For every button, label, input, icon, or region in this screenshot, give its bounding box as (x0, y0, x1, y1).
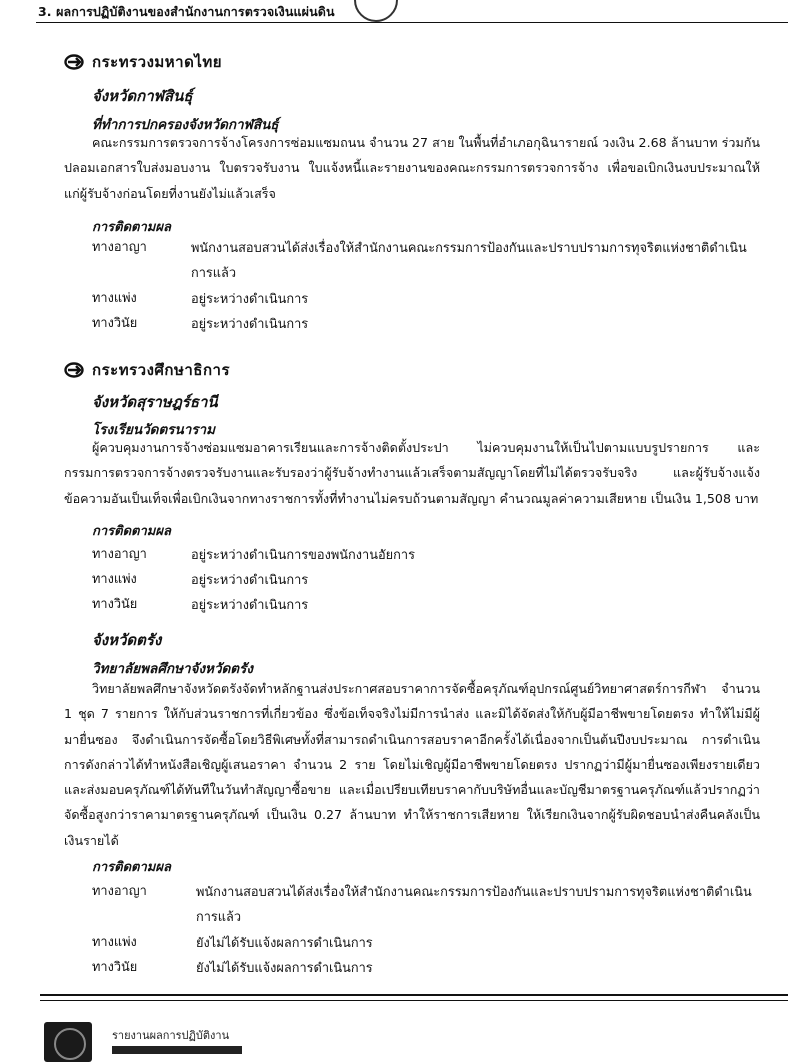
follow-value: ยังไม่ได้รับแจ้งผลการดำเนินการ (196, 936, 373, 951)
arrow-right-circle-icon (64, 54, 84, 70)
follow-value: อยู่ระหว่างดำเนินการของพนักงานอัยการ (191, 548, 415, 563)
section-heading-ministry-interior (64, 50, 222, 74)
follow-value: อยู่ระหว่างดำเนินการ (191, 317, 309, 332)
follow-label: ทางวินัย (92, 960, 138, 975)
agency-title: วิทยาลัยพลศึกษาจังหวัดตรัง (92, 661, 253, 677)
follow-label: ทางแพ่ง (92, 291, 137, 306)
follow-label: ทางแพ่ง (92, 572, 137, 587)
follow-label: ทางอาญา (92, 547, 147, 562)
follow-value: อยู่ระหว่างดำเนินการ (191, 598, 309, 613)
arrow-right-circle-icon (64, 362, 84, 378)
header-divider (36, 22, 788, 23)
follow-up-title: การติดตามผล (92, 524, 171, 539)
agency-title: ที่ทำการปกครองจังหวัดกาฬสินธุ์ (92, 117, 279, 133)
province-title: จังหวัดตรัง (92, 631, 162, 649)
ministry-title: กระทรวงศึกษาธิการ (92, 361, 231, 379)
province-title: จังหวัดกาฬสินธุ์ (92, 87, 193, 105)
follow-label: ทางวินัย (92, 316, 138, 331)
agency-title: โรงเรียนวัดตรนาราม (92, 422, 216, 438)
follow-value: อยู่ระหว่างดำเนินการ (191, 573, 309, 588)
follow-up-title: การติดตามผล (92, 220, 171, 235)
footer-subtitle-obscured (112, 1046, 242, 1054)
follow-label: ทางอาญา (92, 884, 147, 899)
follow-value: พนักงานสอบสวนได้ส่งเรื่องให้สำนักงานคณะกรรมการป้องกันและปราบปรามการทุจริตแห่งชาติดำเนินการแล้ว (196, 885, 752, 925)
follow-value: พนักงานสอบสวนได้ส่งเรื่องให้สำนักงานคณะกรรมการป้องกันและปราบปรามการทุจริตแห่งชาติดำเนินการแล้ว (191, 241, 747, 281)
follow-value: ยังไม่ได้รับแจ้งผลการดำเนินการ (196, 961, 373, 976)
ministry-title: กระทรวงมหาดไทย (92, 53, 223, 71)
finding-paragraph: คณะกรรมการตรวจการจ้างโครงการซ่อมแซมถนน จำนวน 27 สาย ในพื้นที่อำเภอกุฉินารายณ์ วงเงิน 2.68 ล้านบาท ร่วมกันปลอมเอกสารใบส่งมอบงาน ใบตรวจรับงาน ใบแจ้งหนี้และรายงานของคณะกรรมการตรวจการจ้าง เพื่อขอเบิกเงินงบประมาณให้แก่ผู้รับจ้างก่อนโดยที่งานยังไม่แล้วเสร็จ (64, 135, 760, 201)
province-title: จังหวัดสุราษฎร์ธานี (92, 393, 218, 411)
footer-report-title: รายงานผลการปฏิบัติงาน (112, 1029, 230, 1042)
follow-up-title: การติดตามผล (92, 860, 171, 875)
follow-label: ทางวินัย (92, 597, 138, 612)
section-heading-ministry-education (64, 358, 230, 382)
follow-value: อยู่ระหว่างดำเนินการ (191, 292, 309, 307)
emblem-icon (44, 1022, 92, 1062)
footer-divider-thin (40, 1000, 788, 1001)
page-header-title: 3. ผลการปฏิบัติงานของสำนักงานการตรวจเงินแผ่นดิน (38, 4, 335, 19)
follow-label: ทางแพ่ง (92, 935, 137, 950)
footer-divider (40, 994, 788, 996)
follow-row-criminal (92, 880, 752, 930)
finding-paragraph: ผู้ควบคุมงานการจ้างซ่อมแซมอาคารเรียนและการจ้างติดตั้งประปา ไม่ควบคุมงานให้เป็นไปตามแบบรูปรายการ และกรรมการตรวจการจ้างตรวจรับงานและรับรองว่าผู้รับจ้างทำงานแล้วเสร็จตามสัญญาโดยที่ไม่ได้ตรวจรับจริง และผู้รับจ้างแจ้งข้อความอันเป็นเท็จเพื่อเบิกเงินจากทางราชการทั้งที่ทำงานไม่ครบถ้วนตามสัญญา คำนวณมูลค่าความเสียหาย เป็นเงิน 1,508 บาท (64, 440, 760, 506)
finding-paragraph: วิทยาลัยพลศึกษาจังหวัดตรังจัดทำหลักฐานส่งประกาศสอบราคาการจัดซื้อครุภัณฑ์อุปกรณ์ศูนย์วิทยาศาสตร์การกีฬา จำนวน 1 ชุด 7 รายการ ให้กับส่วนราชการที่เกี่ยวข้อง ซึ่งข้อเท็จจริงไม่มีการนำส่ง และมิได้จัดส่งให้กับผู้มีอาชีพขายโดยตรง ทำให้ไม่มีผู้มายื่นซอง จึงดำเนินการจัดซื้อโดยวิธีพิเศษทั้งที่สามารถดำเนินการสอบราคาอีกครั้งได้เนื่องจากเป็นต้นปีงบประมาณ การดำเนินการดังกล่าวได้ทำหนังสือเชิญผู้เสนอราคา จำนวน 2 ราย โดยไม่เชิญผู้มีอาชีพขายโดยตรง ปรากฏว่ามีผู้มายื่นซองเพียงรายเดียวและส่งมอบครุภัณฑ์ได้ทันทีในวันทำสัญญาซื้อขาย และเมื่อเปรียบเทียบราคากับบริษัทอื่นและบัญชีมาตรฐานครุภัณฑ์แล้วปรากฏว่าจัดซื้อสูงกว่าราคามาตรฐานครุภัณฑ์ เป็นเงิน 0.27 ล้านบาท ทำให้ราชการเสียหาย ให้เรียกเงินจากผู้รับผิดชอบนำส่งคืนคลังเป็นเงินรายได้ (64, 681, 760, 848)
header-emblem-icon (354, 0, 398, 22)
follow-row-criminal (92, 236, 752, 286)
follow-label: ทางอาญา (92, 240, 147, 255)
